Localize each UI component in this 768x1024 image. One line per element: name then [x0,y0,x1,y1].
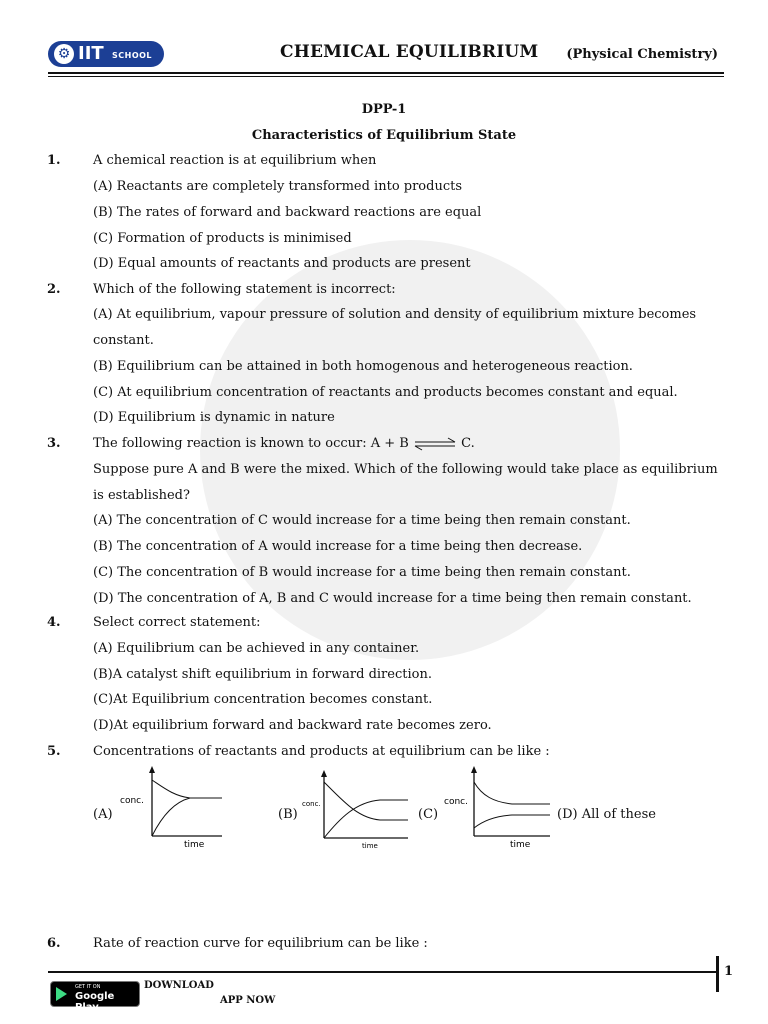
iit-school-logo [48,41,164,67]
question-number: 6. [47,936,61,951]
question-text: Select correct statement: [93,615,261,630]
graph-a [118,764,228,850]
store-big-text: Google Play [75,991,115,1013]
axis-y-label: conc. [302,800,321,808]
graph-b [300,768,412,852]
page-title: CHEMICAL EQUILIBRIUM [280,42,539,62]
gear-icon: ⚙ [54,44,74,64]
equilibrium-arrows-icon [413,437,457,451]
option: (D) Equilibrium is dynamic in nature [93,410,335,425]
footer-page-bar [716,956,719,992]
option: (C) Formation of products is minimised [93,231,352,246]
app-now-text: APP NOW [220,995,276,1006]
option: (B) The concentration of A would increase for a time being then decrease. [93,539,583,554]
option: (C)At Equilibrium concentration becomes constant. [93,692,433,707]
option: (A) Reactants are completely transformed into products [93,179,463,194]
header-rule [48,72,724,74]
logo-text: IIT [78,43,104,64]
logo-subtext: SCHOOL [112,51,153,60]
question-number: 2. [47,282,61,297]
page-number: 1 [724,964,734,979]
question-number: 4. [47,615,61,630]
question-text: Which of the following statement is incorrect: [93,282,396,297]
question-number: 1. [47,153,61,168]
question-text [93,436,475,451]
option: (B) Equilibrium can be attained in both homogenous and heterogeneous reaction. [93,359,633,374]
question-line: is established? [93,488,190,503]
page-header [48,38,724,72]
option: (D)At equilibrium forward and backward rate becomes zero. [93,718,492,733]
option: (A) The concentration of C would increase for a time being then remain constant. [93,513,631,528]
google-play-badge[interactable] [50,981,140,1013]
reaction-product: C. [461,436,475,451]
play-store-icon [56,987,67,1001]
option: (C) At equilibrium concentration of reactants and products becomes constant and equal. [93,385,678,400]
question-text: A chemical reaction is at equilibrium when [93,153,377,168]
option: (A) At equilibrium, vapour pressure of solution and density of equilibrium mixture becomes [93,307,697,322]
store-small-text: GET IT ON [75,984,101,990]
graph-option-c-label: (C) [418,807,439,822]
reaction-text: The following reaction is known to occur: A + B [93,436,409,451]
footer-rule [48,971,718,973]
question-line: Suppose pure A and B were the mixed. Which of the following would take place as equilibrium [93,462,718,477]
header-rule-thin [48,76,724,77]
option: (D) The concentration of A, B and C would increase for a time being then remain constant. [93,591,692,606]
axis-y-label: conc. [120,796,144,806]
question-number: 5. [47,744,61,759]
option: (B) The rates of forward and backward reactions are equal [93,205,482,220]
graph-option-d-label: (D) All of these [557,807,656,822]
graph-option-b-label: (B) [278,807,298,822]
axis-y-label: conc. [444,797,468,807]
question-text: Rate of reaction curve for equilibrium can be like : [93,936,428,951]
option: (D) Equal amounts of reactants and products are present [93,256,471,271]
axis-x-label: time [510,840,531,850]
subject-label: (Physical Chemistry) [566,47,718,62]
option: (C) The concentration of B would increase for a time being then remain constant. [93,565,631,580]
option: (B)A catalyst shift equilibrium in forward direction. [93,667,432,682]
axis-x-label: time [184,840,205,850]
question-number: 3. [47,436,61,451]
download-text: DOWNLOAD [144,980,214,991]
sheet-code: DPP-1 [361,102,407,117]
sheet-heading: Characteristics of Equilibrium State [251,128,517,143]
option-continued: constant. [93,333,154,348]
axis-x-label: time [362,842,378,850]
graph-c [442,764,554,850]
option: (A) Equilibrium can be achieved in any container. [93,641,420,656]
graph-option-a-label: (A) [93,807,113,822]
question-text: Concentrations of reactants and products at equilibrium can be like : [93,744,550,759]
